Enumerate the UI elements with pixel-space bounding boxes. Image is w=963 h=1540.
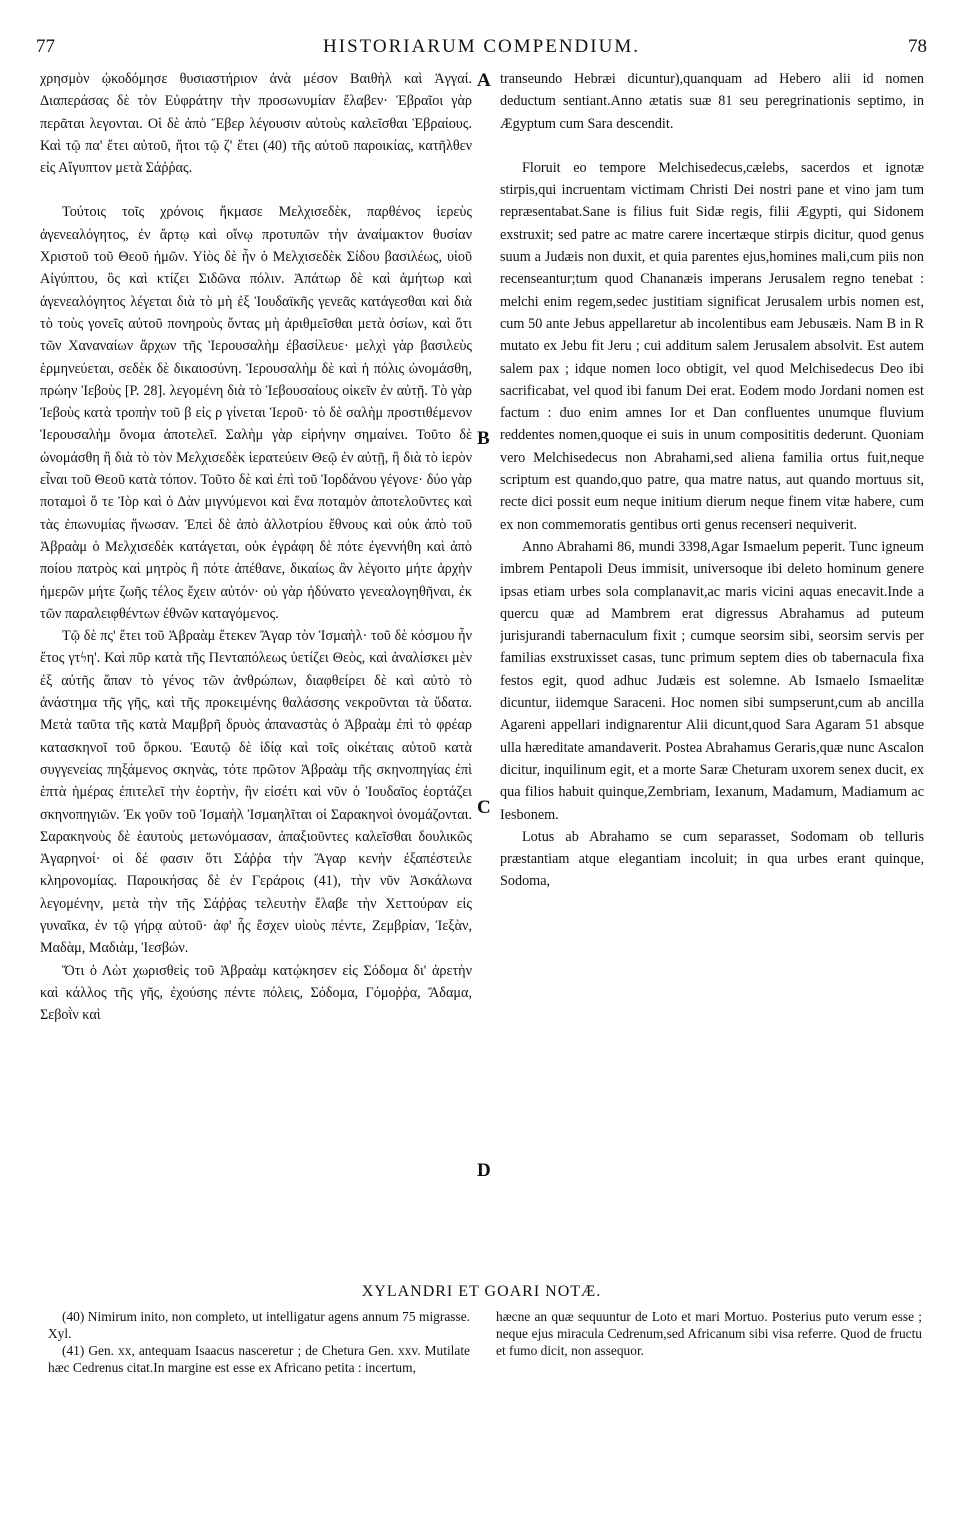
latin-paragraph: transeundo Hebræi dicuntur),quanquam ad Hebero alii id nomen deductum sentiant.Anno ætatis suæ 81 seu peregrinationis septimo, in Ægyptum cum Sara descendit. (500, 71, 924, 132)
greek-column (40, 68, 472, 1228)
running-header (36, 36, 927, 62)
latin-column (500, 68, 924, 1228)
page-number-right: 78 (908, 36, 927, 57)
greek-paragraph: Ὅτι ὁ Λὼτ χωρισθεὶς τοῦ Ἀβραὰμ κατῴκησεν εἰς Σόδομα δι' ἀρετὴν καὶ κάλλος τῆς γῆς, ἐχούσης πέντε πόλεις, Σόδομα, Γόμοῤῥα, Ἄδαμα, Σεβοῒν καὶ (40, 962, 472, 1024)
page-number-left: 77 (36, 36, 55, 57)
running-title: HISTORIARUM COMPENDIUM. (323, 36, 640, 57)
greek-paragraph: Τούτοις τοῖς χρόνοις ἤκμασε Μελχισεδὲκ, παρθένος ἱερεὺς ἀγενεαλόγητος, ἐν ἄρτῳ καὶ οἴνῳ προτυπῶν τὴν ἀναίμακτον θυσίαν Χριστοῦ τοῦ Θεοῦ ἡμῶν. Υἱὸς δὲ ἦν ὁ Μελχισεδὲκ Σίδου βασιλέως, υἱοῦ Αἰγύπτου, ὃς καὶ κτίζει Σιδῶνα πόλιν. Ἀπάτωρ δὲ καὶ ἀμήτωρ καὶ ἀγενεαλόγητος λέγεται διὰ τὸ μὴ ἐξ Ἰουδαϊκῆς γενεᾶς κατάγεσθαι καὶ διὰ τὸ τοὺς γονεῖς αὐτοῦ πονηροὺς ὄντας μὴ ἀριθμεῖσθαι μετὰ ὁσίων, καὶ ὅτι τῶν Χαναναίων ἄρχων τῆς Ἱερουσαλὴμ ἐβασίλευε· μελχὶ γὰρ βασιλεὺς ἑρμηνεύεται, σεδὲκ δὲ δικαιοσύνη. Ἱερουσαλὴμ δὲ καὶ ἡ πόλις ὠνομάσθη, πρώην Ἰεβοὺς [P. 28]. λεγομένη διὰ τὸ Ἰεβουσαίους οἰκεῖν ἐν αὐτῇ. Τὸ γὰρ Ἰεβοὺς κατὰ τροπὴν τοῦ β εἰς ρ γίνεται Ἱεροῦ· τὸ δὲ σαλὴμ προστιθέμενον Ἱερουσαλὴμ ὄνομα ἀποτελεῖ. Σαλὴμ γὰρ εἰρήνην σημαίνει. Τοῦτο δὲ ὠνομάσθη ἢ διὰ τὸ τὸν Μελχισεδὲκ ἱερατεύειν Θεῷ ἐν αὐτῇ, ἢ διὰ τὸ ἱερὸν εἶναι τοῦ Θεοῦ κατὰ τόπον. Τοῦτο δὲ καὶ ἐπὶ τοῦ Ἰορδάνου γέγονε· δύο γὰρ ποταμοὶ ὅ τε Ἰὸρ καὶ ὁ Δὰν μιγνύμενοι καὶ ἕνα ποταμὸν ἀποτελοῦντες καὶ τὰς ἐπωνυμίας ἥνωσαν. Ἐπεὶ δὲ ἀπὸ ἀλλοτρίου ἔθνους καὶ οὐκ ἀπὸ τοῦ Ἀβραὰμ ὁ Μελχισεδὲκ κατάγεται, οὐκ ἐγράφη δὲ πότε ἐγεννήθη καὶ ἀπὸ ποίου πατρὸς καὶ μητρὸς ἢ πότε ἀπέθανε, δικαίως ἂν λέγοιτο μήτε ἀρχὴν ἡμερῶν μήτε ζωῆς τέλος ἔχειν αὐτόν· οὐ γὰρ ἠδύνατο γενεαλογηθῆναι, ἐκ τῶν παραλειφθέντων ἐθνῶν καταγόμενος. (40, 204, 472, 622)
latin-paragraph: Floruit eo tempore Melchisedecus,cælebs, sacerdos et ignotæ stirpis,qui incruentam victimam Christi Dei nostri pane et vino jam tum repræsentabat.Sane is filius fuit Sidæ regis, filii Ægypti, qui Sidonem exstruxit; sed patre ac matre carere incertæque stirpis dicitur, quod genus suum a Judæis non duxit, et quia parentes ejus,homines mali,cum piis non recenseantur;tum quod Chananæis imperans Jerusalem regno tenebat : melchi enim regem,sedec justitiam significat Jerusalem urbis nomen est, cum 50 ante Jebus appellaretur ab incolentibus eam Jebusæis. Nam B in R mutato ex Jebu fit Jeru ; cui additum salem Jerusalem absolvit. Est autem salem pax ; idque nomen loco obtigit, vel quod Melchisedecus Deo ibi sacrificabat, vel quod ibi fanum Dei erat. Eodem modo Jordani nomen est factum : duo enim amnes Ior et Dan confluentes unumque fluvium reddentes nomen,quoque ei suis in unum composititis dederunt. Quoniam vero Melchisedecus non Abrahami,sed aliena familia ortus fuit,neque scriptum est quando,quo patre, qua matre natus, aut quando mortuus sit, recte dici possit eum neque initium dierum neque finem vitæ habere, cum ex non commemoratis gentibus orti genus recenseri nequiverit. (500, 159, 924, 533)
footnote-continuation: hæcne an quæ sequuntur de Loto et mari Mortuo. Posterius puto verum esse ; neque ejus miracula Cedrenum,sed Africanum sibi visa referre. Quod de fructu et fumo dicit, non assequor. (496, 1309, 922, 1358)
margin-letter-b: B (477, 428, 490, 449)
margin-letter-c: C (477, 797, 491, 818)
latin-paragraph: Lotus ab Abrahamo se cum separasset, Sodomam ob telluris præstantiam atque elegantiam incoluit; in qua urbes erant quinque, Sodoma, (500, 828, 924, 890)
margin-letter-a: A (477, 70, 491, 91)
footnote-40: (40) Nimirum inito, non completo, ut intelligatur agens annum 75 migrasse. Xyl. (48, 1309, 470, 1341)
greek-paragraph: Τῷ δὲ πς' ἔτει τοῦ Ἀβραὰμ ἔτεκεν Ἄγαρ τὸν Ἰσμαὴλ· τοῦ δὲ κόσμου ἦν ἔτος γτϟη'. Καὶ πῦρ κατὰ τῆς Πενταπόλεως ὑετίζει Θεὸς, καὶ ἀναλίσκει μὲν ἐξ αὐτῆς ἅπαν τὸ γένος τῶν ἀνθρώπων, διαφθείρει δὲ καὶ αὐτὸ τὸ ἀνάστημα τῆς γῆς, καὶ τῆς προκειμένης θαλάσσης νεκροῦνται τὰ ὕδατα. Μετὰ ταῦτα τῆς κατὰ Μαμβρῆ δρυὸς ἀπαναστὰς ὁ Ἀβραὰμ ἐπὶ τὸ φρέαρ κατασκηνοῖ τοῦ ὅρκου. Ἑαυτῷ δὲ ἰδίᾳ καὶ τοῖς οἰκέταις αὐτοῦ κατὰ συγγενείας πηξάμενος σκηνὰς, τότε πρῶτον Ἀβραὰμ τῆς σκηνοπηγίας ἐπὶ ἑπτὰ ἡμέρας ἐπιτελεῖ τὴν ἑορτὴν, ἣν εἰσέτι καὶ νῦν ὁ Ἰουδαῖος ἑορτάζει σκηνοπηγιῶν. Ἐκ γοῦν τοῦ Ἰσμαὴλ Ἰσμαηλῖται οἱ Σαρακηνοὶ ὀνομάζονται. Σαρακηνοὺς δὲ ἑαυτοὺς μετωνόμασαν, ἀπαξιοῦντες καλεῖσθαι δουλικῶς Ἀγαρηνοί· οἱ δέ φασιν ὅτι Σάῤῥα τὴν Ἄγαρ κενὴν ἐξαπέστειλε κληρονομίας. Παροικήσας δὲ ἐν Γεράροις (41), τὴν νῦν Ἀσκάλωνα λεγομένην, μετὰ τὴν τῆς Σάῤῥας τελευτὴν ἔλαβε τὴν Χεττούραν εἰς γυναῖκα, ἐν τῷ γήρᾳ αὐτοῦ· ἀφ' ἧς ἔσχεν υἱοὺς πέντε, Ζεμβρίαν, Ἰεξὰν, Μαδὰμ, Μαδιὰμ, Ἰεσβών. (40, 628, 472, 957)
notes-right-column (496, 1308, 922, 1458)
greek-paragraph: χρησμὸν ᾠκοδόμησε θυσιαστήριον ἀνὰ μέσον Βαιθὴλ καὶ Ἀγγαί. Διαπεράσας δὲ τὸν Εὐφράτην τὴν προσωνυμίαν ἔλαβεν· Ἑβραῖοι γὰρ περᾶται λεγονται. Οἱ δὲ ἀπὸ Ἔβερ λέγουσιν αὐτοὺς καλεῖσθαι Ἑβραίους. Καὶ τῷ πα' ἔτει αὐτοῦ, ἤτοι τῷ ζ' ἔτει (40) τῆς αὐτοῦ παροικίας, κατῆλθεν εἰς Αἴγυπτον μετὰ Σάῤῥας. (40, 71, 472, 177)
latin-paragraph: Anno Abrahami 86, mundi 3398,Agar Ismaelum peperit. Tunc igneum imbrem Pentapoli Deus immisit, universoque ibi deleto hominum genere ipsas etiam urbes sola complanavit,ac maris vicini aquas enecavit.Inde a quercu quæ ad Mambrem erat digressus Abrahamus ad puteum jurisjurandi tabernaculum fixit ; cumque seorsim sibi, seorsim servis per familias exstruxisset casas, tunc primum septem dies ob tabernacula fixa festos egit, quod adhuc Judæis est solemne. Ab Ismaelo Ismaelitæ dicuntur, iidemque Saraceni. Hoc nomen sibi sumpserunt,cum ab ancilla Agareni appellari indignarentur Alii dicunt,quod Sara Agaram 51 absque ulla hæreditate amandaverit. Postea Abrahamus Geraris,quæ nunc Ascalon dicitur, inquilinum egit, et a morte Saræ Cheturam uxorem senex ducit, ex qua filios habuit quinque,Zembriam, Iexanum, Madamum, Madiamum ac Iesbonem. (500, 538, 924, 823)
notes-left-column (48, 1308, 470, 1458)
footnote-41: (41) Gen. xx, antequam Isaacus nasceretur ; de Chetura Gen. xxv. Mutilate hæc Cedrenus citat.In margine est esse ex Africano petita : incertum, (48, 1343, 470, 1375)
margin-letter-d: D (477, 1160, 491, 1181)
notes-title: XYLANDRI ET GOARI NOTÆ. (361, 1283, 602, 1300)
